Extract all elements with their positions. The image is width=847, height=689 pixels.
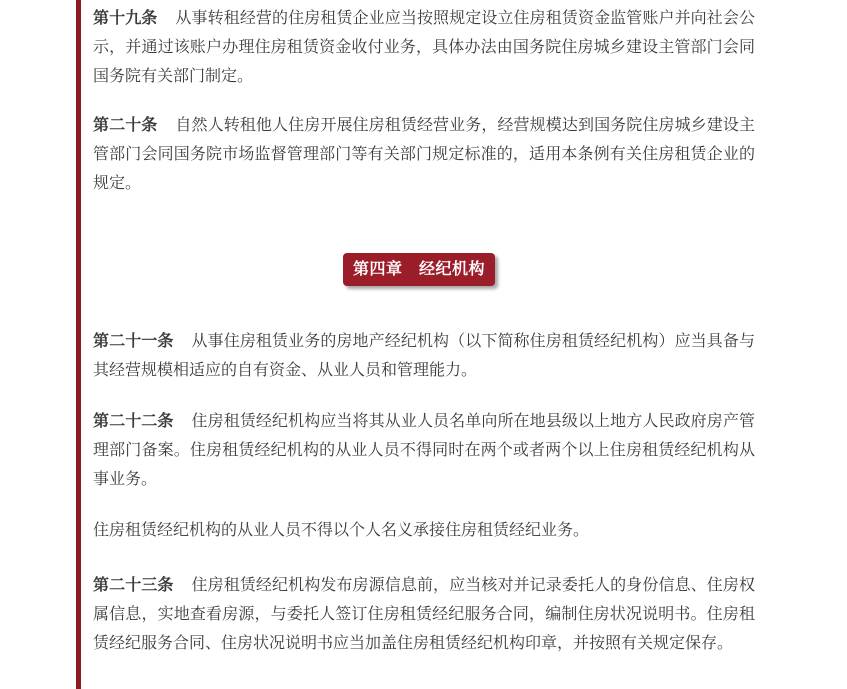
article-number: 第二十二条	[93, 411, 174, 430]
left-accent-bar	[76, 0, 81, 689]
chapter-heading	[93, 253, 755, 286]
article-text: 自然人转租他人住房开展住房租赁经营业务，经营规模达到国务院住房城乡建设主管部门会同国务院市场监督管理部门等有关部门规定标准的，适用本条例有关住房租赁企业的规定。	[93, 115, 755, 192]
article-number: 第二十三条	[93, 575, 174, 594]
chapter-badge: 第四章 经纪机构	[343, 253, 495, 286]
article-23	[93, 570, 755, 657]
article-22	[93, 406, 755, 493]
article-number: 第二十一条	[93, 331, 174, 350]
article-number: 第十九条	[93, 8, 158, 27]
article-text: 住房租赁经纪机构应当将其从业人员名单向所在地县级以上地方人民政府房产管理部门备案。住房租赁经纪机构的从业人员不得同时在两个或者两个以上住房租赁经纪机构从事业务。	[93, 411, 755, 488]
article-21	[93, 326, 755, 384]
article-text: 从事住房租赁业务的房地产经纪机构（以下简称住房租赁经纪机构）应当具备与其经营规模相适应的自有资金、从业人员和管理能力。	[93, 331, 755, 379]
article-19	[93, 3, 755, 90]
article-text: 住房租赁经纪机构发布房源信息前，应当核对并记录委托人的身份信息、住房权属信息，实地查看房源，与委托人签订住房租赁经纪服务合同，编制住房状况说明书。住房租赁经纪服务合同、住房状况说明书应当加盖住房租赁经纪机构印章，并按照有关规定保存。	[93, 575, 755, 652]
article-22-continued	[93, 515, 755, 544]
article-text: 住房租赁经纪机构的从业人员不得以个人名义承接住房租赁经纪业务。	[93, 520, 590, 539]
article-text: 从事转租经营的住房租赁企业应当按照规定设立住房租赁资金监管账户并向社会公示，并通过该账户办理住房租赁资金收付业务，具体办法由国务院住房城乡建设主管部门会同国务院有关部门制定。	[93, 8, 755, 85]
article-number: 第二十条	[93, 115, 158, 134]
article-20	[93, 110, 755, 197]
